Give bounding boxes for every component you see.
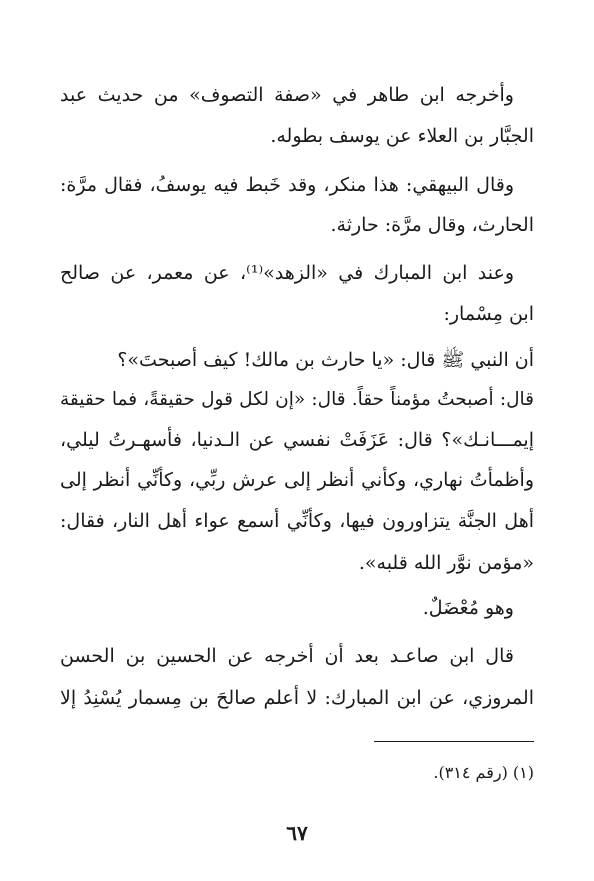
paragraph-6-line-2: المروزي، عن ابن المبارك: لا أعلم صالحَ بن مِسمار يُسْنِدُ إلا — [60, 687, 534, 709]
paragraph-4-line-4: وأظمأتُ نهاري، وكأني أنظر إلى عرش ربِّي، وكأنِّي أنظر إلى — [60, 469, 534, 491]
paragraph-4-line-2: قال: أصبحتُ مؤمناً حقاً. قال: «إن لكل قول حقيقةً، فما حقيقة — [60, 389, 534, 410]
paragraph-4-line-1: أن النبي ﷺ قال: «يا حارث بن مالك! كيف أصبحتَ»؟ — [117, 349, 534, 371]
paragraph-4-line-5: أهل الجنَّة يتزاورون فيها، وكأنِّي أسمع عواء أهل النار، فقال: — [60, 510, 534, 532]
paragraph-6-line-1: قال ابن صاعـد بعد أن أخرجه عن الحسين بن الحسن — [60, 645, 514, 667]
paragraph-3-line-1: وعند ابن المبارك في «الزهد»⁽¹⁾، عن معمر، عن صالح — [60, 262, 514, 284]
footnote-separator — [374, 741, 534, 742]
paragraph-4-line-6: «مؤمن نوَّر الله قلبه». — [358, 552, 534, 574]
page-number: ٦٧ — [286, 821, 308, 845]
paragraph-5-line-1: وهو مُعْضَلٌ. — [422, 597, 514, 619]
paragraph-2-line-2: الحارث، وقال مرَّة: حارثة. — [330, 214, 534, 236]
paragraph-1-line-2: الجبَّار بن العلاء عن يوسف بطوله. — [270, 125, 534, 147]
paragraph-2-line-1: وقال البيهقي: هذا منكر، وقد خَبط فيه يوسفُ، فقال مرَّة: — [60, 174, 514, 196]
footnote: (١) (رقم ٣١٤). — [433, 763, 534, 782]
paragraph-3-line-2: ابن مِسْمار: — [443, 303, 534, 325]
paragraph-4-line-3: إيمـــانـك»؟ قال: عَزَفَتْ نفسي عن الـدنيا، فأسهـرتُ ليلي، — [60, 429, 534, 451]
paragraph-1-line-1: وأخرجه ابن طاهر في «صفة التصوف» من حديث عبد — [60, 84, 514, 106]
